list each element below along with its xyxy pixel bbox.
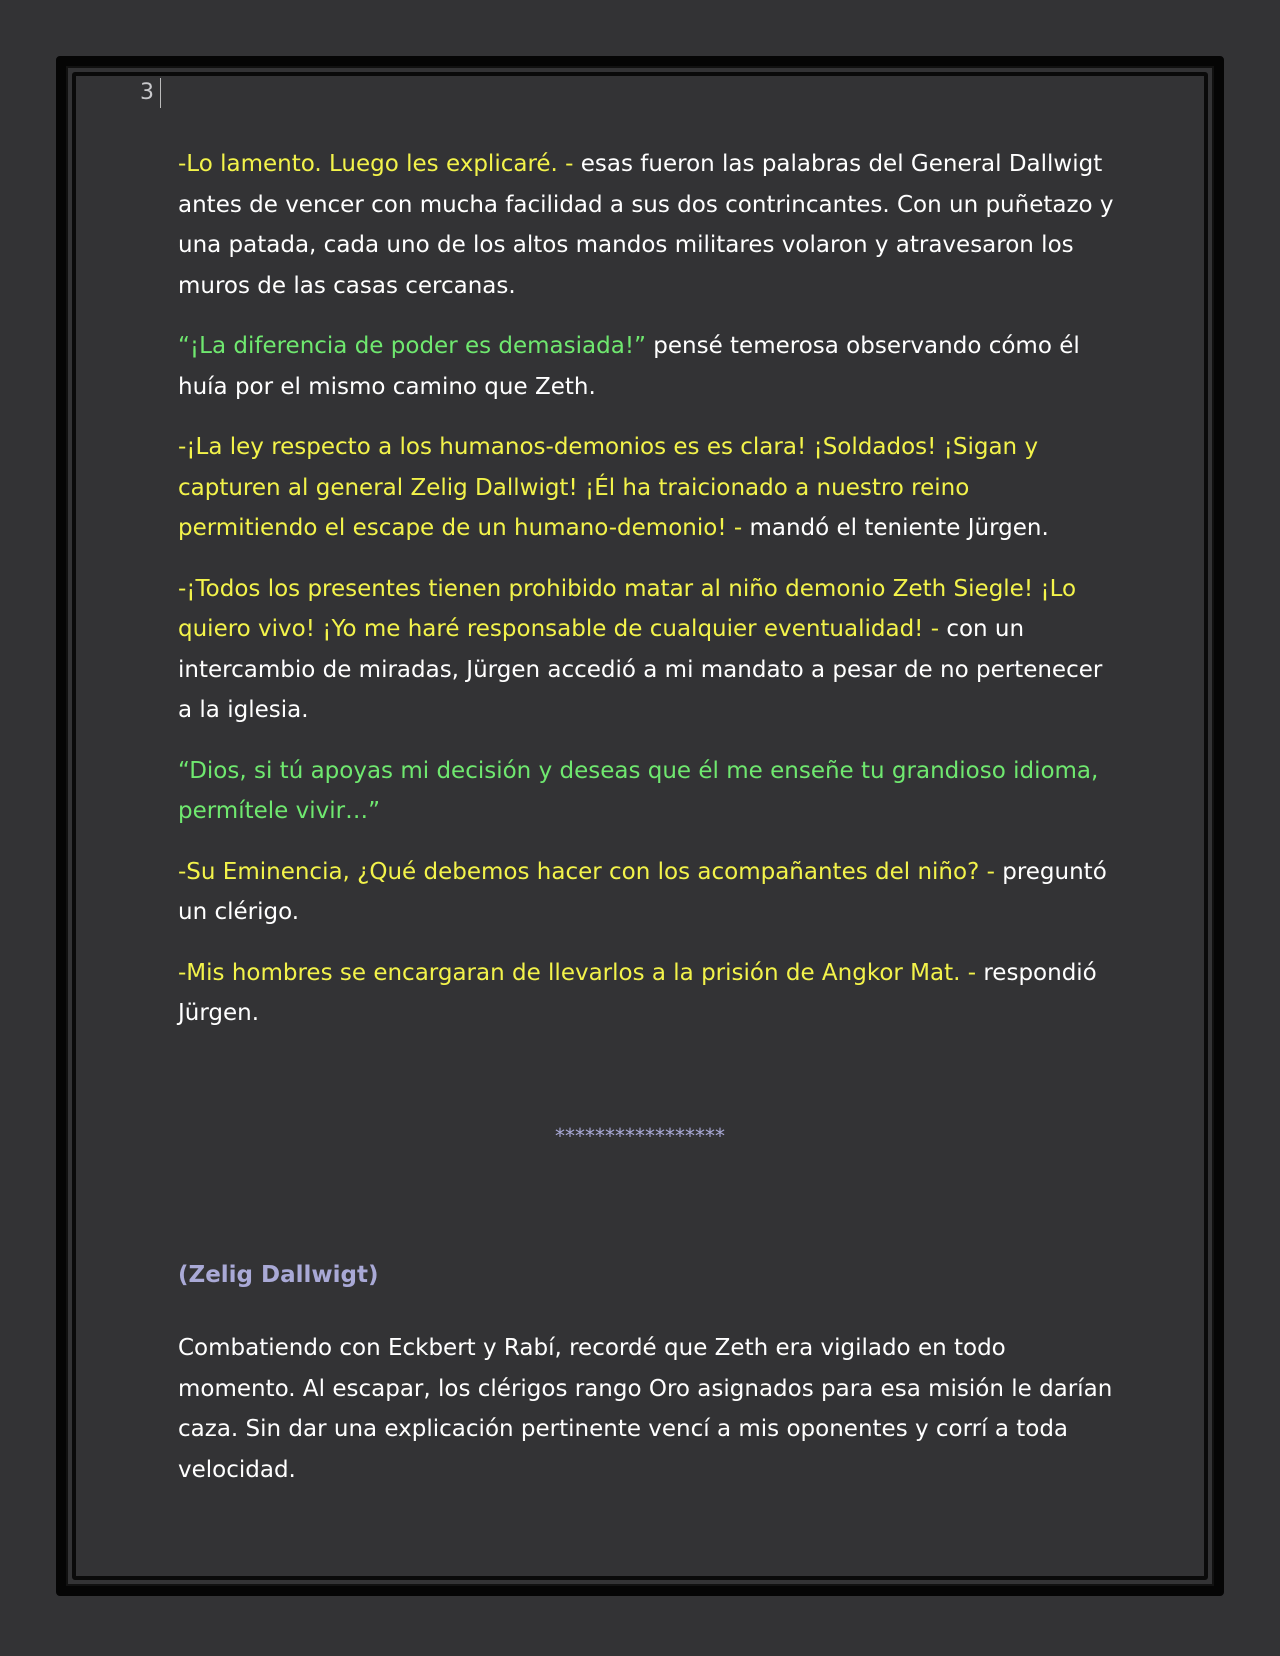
dialogue-text: -¡Todos los presentes tienen prohibido matar al niño demonio Zeth Siegle! ¡Lo quiero vivo! ¡Yo me haré responsable de cualquier eventualidad! - (178, 575, 1077, 642)
dialogue-text: -Lo lamento. Luego les explicaré. - (178, 151, 581, 177)
thought-text: “Dios, si tú apoyas mi decisión y deseas que él me enseñe tu grandioso idioma, permítele vivir…” (178, 757, 1099, 824)
paragraph-1 (178, 144, 1114, 306)
thought-text: “¡La diferencia de poder es demasiada!” (178, 333, 654, 359)
paragraph-5 (178, 751, 1114, 832)
narration-text: respondió Jürgen. (178, 959, 1097, 1026)
dialogue-text: -Su Eminencia, ¿Qué debemos hacer con los acompañantes del niño? - (178, 858, 1003, 885)
dialogue-text: -Mis hombres se encargaran de llevarlos a la prisión de Angkor Mat. - (178, 959, 984, 986)
paragraph-4 (178, 569, 1114, 731)
section-heading: (Zelig Dallwigt) (178, 1262, 379, 1288)
paragraph-3 (178, 427, 1114, 549)
story-body (178, 144, 1114, 1054)
narration-text: pensé temerosa observando cómo él huía por el mismo camino que Zeth. (178, 333, 1080, 400)
scene-separator: ***************** (555, 1124, 725, 1148)
narration-text: mandó el teniente Jürgen. (749, 515, 1049, 541)
final-paragraph: Combatiendo con Eckbert y Rabí, recordé que Zeth era vigilado en todo momento. Al escapar, los clérigos rango Oro asignados para esa misión le darían caza. Sin dar una explicación pertinente vencí a mis oponentes y corrí a toda velocidad. (178, 1335, 1113, 1483)
dialogue-text: -¡La ley respecto a los humanos-demonios es es clara! ¡Soldados! ¡Sigan y capturen al general Zelig Dallwigt! ¡Él ha traicionado a nuestro reino permitiendo el escape de un humano-demonio! - (178, 434, 1039, 541)
narration-text: con un intercambio de miradas, Jürgen accedió a mi mandato a pesar de no pertenecer a la iglesia. (178, 616, 1103, 723)
narration-text: esas fueron las palabras del General Dallwigt antes de vencer con mucha facilidad a sus dos contrincantes. Con un puñetazo y una patada, cada uno de los altos mandos militares volaron y atravesaron los muros de las casas cercanas. (178, 151, 1114, 299)
narration-text: preguntó un clérigo. (178, 858, 1107, 925)
paragraph-6 (178, 852, 1114, 933)
paragraph-2 (178, 326, 1114, 407)
page-number: 3 (140, 78, 161, 108)
paragraph-7 (178, 953, 1114, 1034)
